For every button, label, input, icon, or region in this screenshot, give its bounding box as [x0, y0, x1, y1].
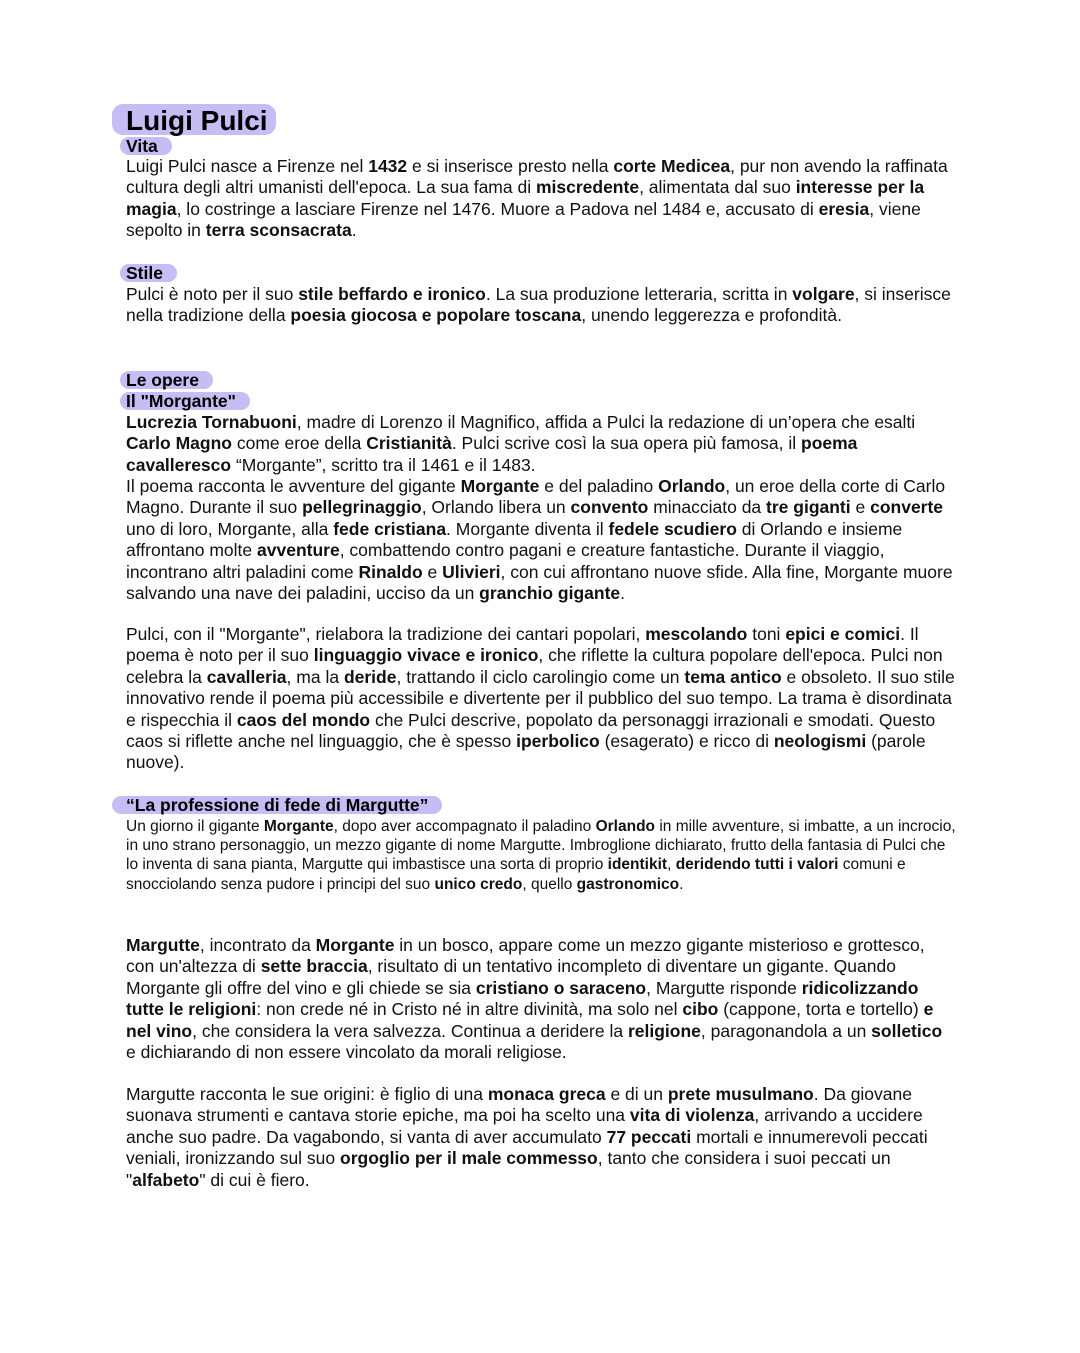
bold-term: e nel vino: [126, 999, 934, 1041]
bold-term: pellegrinaggio: [302, 497, 422, 518]
bold-term: eresia: [818, 198, 870, 219]
bold-term: avventure: [257, 540, 340, 561]
paragraph-margutte-3: Margutte racconta le sue origini: è figlio di una monaca greca e di un prete musulmano. Da giovane suonava strumenti e cantava storie epiche, ma poi ha scelto una vita di violenza, arrivando a uccidere anche suo padre. Da vagabondo, si vanta di aver accumulato 77 peccati mortali e innumerevoli peccati veniali, ironizzando sul suo orgoglio per il male commesso, tanto che considera i suoi peccati un "alfabeto" di cui è fiero.: [126, 1084, 928, 1190]
bold-term: tre giganti: [766, 497, 851, 518]
bold-term: alfabeto: [132, 1169, 200, 1190]
bold-term: vita di violenza: [629, 1105, 755, 1126]
bold-term: epici e comici: [785, 624, 901, 644]
bold-term: 1432: [368, 156, 408, 176]
paragraph-morgante-3: Pulci, con il "Morgante", rielabora la tradizione dei cantari popolari, mescolando toni epici e comici. Il poema è noto per il suo linguaggio vivace e ironico, che riflette la cultura popolare dell'epoca. Pulci non celebra la cavalleria, ma la deride, trattando il ciclo carolingio come un tema antico e obsoleto. Il suo stile innovativo rende il poema più accessibile e divertente per il pubblico del suo tempo. La trama è disordinata e rispecchia il caos del mondo che Pulci descrive, popolato da personaggi irrazionali e smodati. Questo caos si riflette anche nel linguaggio, che è spesso iperbolico (esagerato) e ricco di neologismi (parole nuove).: [126, 624, 955, 773]
bold-term: cavalleria: [206, 666, 287, 687]
bold-term: volgare: [792, 284, 855, 304]
bold-term: prete musulmano: [667, 1084, 814, 1104]
bold-term: Orlando: [658, 476, 726, 496]
bold-term: corte Medicea: [613, 156, 731, 176]
bold-term: fede cristiana: [333, 518, 447, 539]
page-title: Luigi Pulci: [112, 104, 276, 135]
bold-term: linguaggio vivace e ironico: [313, 645, 539, 666]
bold-term: monaca greca: [487, 1084, 606, 1104]
bold-term: identikit: [607, 856, 668, 874]
section-heading-opere: Le opere: [120, 371, 213, 389]
bold-term: Margutte: [126, 935, 200, 955]
paragraph-vita: Luigi Pulci nasce a Firenze nel 1432 e si inserisce presto nella corte Medicea, pur non avendo la raffinata cultura degli altri umanisti dell'epoca. La sua fama di miscredente, alimentata dal suo interesse per la magia, lo costringe a lasciare Firenze nel 1476. Muore a Padova nel 1484 e, accusato di eresia, viene sepolto in terra sconsacrata.: [126, 156, 948, 241]
bold-term: cristiano o saraceno: [475, 977, 647, 998]
bold-term: poema cavalleresco: [126, 433, 858, 475]
bold-term: Lucrezia Tornabuoni: [126, 412, 297, 432]
subheading-morgante: Il "Morgante": [120, 392, 250, 410]
bold-term: mescolando: [645, 624, 748, 644]
bold-term: neologismi: [773, 731, 867, 752]
bold-term: caos del mondo: [236, 709, 371, 730]
bold-term: Carlo Magno: [126, 433, 232, 454]
bold-term: deride: [343, 666, 397, 687]
bold-term: gastronomico: [576, 875, 680, 893]
bold-term: Cristianità: [366, 433, 452, 454]
opere-heading-wrap: [126, 371, 213, 391]
bold-term: Rinaldo: [358, 561, 423, 582]
bold-term: ridicolizzando tutte le religioni: [126, 977, 919, 1020]
vita-heading-wrap: [126, 137, 172, 157]
paragraph-morgante-1: Lucrezia Tornabuoni, madre di Lorenzo il Magnifico, affida a Pulci la redazione di un’opera che esalti Carlo Magno come eroe della Cristianità. Pulci scrive così la sua opera più famosa, il poema cavalleresco “Morgante”, scritto tra il 1461 e il 1483.: [126, 412, 916, 475]
bold-term: poesia giocosa e popolare toscana: [290, 305, 582, 326]
morgante-heading-wrap: [126, 392, 250, 412]
bold-term: convento: [570, 497, 649, 518]
bold-term: orgoglio per il male commesso: [340, 1148, 598, 1169]
paragraph-margutte-2: Margutte, incontrato da Morgante in un bosco, appare come un mezzo gigante misterioso e grottesco, con un'altezza di sette braccia, risultato di un tentativo incompleto di diventare un gigante. Quando Morgante gli offre del vino e gli chiede se sia cristiano o saraceno, Margutte risponde ridicolizzando tutte le religioni: non crede né in Cristo né in altre divinità, ma solo nel cibo (cappone, torta e tortello) e nel vino, che considera la vera salvezza. Continua a deridere la religione, paragonandola a un solletico e dichiarando di non essere vincolato da morali religiose.: [126, 935, 943, 1063]
section-heading-vita: Vita: [120, 137, 172, 155]
bold-term: granchio gigante: [479, 583, 621, 604]
section-heading-stile: Stile: [120, 264, 177, 282]
bold-term: terra sconsacrata: [205, 220, 352, 241]
bold-term: solletico: [871, 1020, 943, 1041]
paragraph-margutte-intro: Un giorno il gigante Morgante, dopo aver accompagnato il paladino Orlando in mille avventure, si imbatte, a un incrocio, in uno strano personaggio, un mezzo gigante di nome Margutte. Imbroglione dichiarato, frutto della fantasia di Pulci che lo inventa di sana pianta, Margutte qui imbastisce una sorta di proprio identikit, deridendo tutti i valori comuni e snocciolando senza pudore i principi del suo unico credo, quello gastronomico.: [126, 818, 956, 893]
stile-heading-wrap: [126, 264, 177, 284]
bold-term: miscredente: [535, 177, 640, 198]
bold-term: converte: [870, 497, 944, 518]
bold-term: tema antico: [684, 666, 782, 687]
bold-term: interesse per la magia: [126, 177, 925, 219]
bold-term: Morgante: [460, 476, 540, 496]
bold-term: Ulivieri: [442, 561, 501, 582]
paragraph-stile: Pulci è noto per il suo stile beffardo e ironico. La sua produzione letteraria, scritta in volgare, si inserisce nella tradizione della poesia giocosa e popolare toscana, unendo leggerezza e profondità.: [126, 284, 951, 326]
bold-term: unico credo: [434, 875, 523, 893]
bold-term: religione: [627, 1020, 701, 1041]
bold-term: deridendo tutti i valori: [675, 856, 839, 874]
paragraph-morgante-2: Il poema racconta le avventure del gigante Morgante e del paladino Orlando, un eroe della corte di Carlo Magno. Durante il suo pellegrinaggio, Orlando libera un convento minacciato da tre giganti e converte uno di loro, Morgante, alla fede cristiana. Morgante diventa il fedele scudiero di Orlando e insieme affrontano molte avventure, combattendo contro pagani e creature fantastiche. Durante il viaggio, incontrano altri paladini come Rinaldo e Ulivieri, con cui affrontano nuove sfide. Alla fine, Morgante muore salvando una nave dei paladini, ucciso da un granchio gigante.: [126, 476, 953, 604]
bold-term: Morgante: [263, 818, 334, 835]
bold-term: cibo: [682, 999, 719, 1020]
bold-term: Orlando: [595, 818, 656, 835]
section-heading-margutte: “La professione di fede di Margutte”: [112, 796, 442, 814]
bold-term: sette braccia: [260, 956, 368, 977]
bold-term: iperbolico: [516, 731, 600, 752]
bold-term: fedele scudiero: [608, 518, 737, 539]
bold-term: Morgante: [315, 935, 395, 955]
title-wrap: [126, 104, 276, 135]
margutte-heading-wrap: [126, 796, 442, 816]
bold-term: stile beffardo e ironico: [298, 284, 486, 304]
bold-term: 77 peccati: [606, 1126, 692, 1147]
